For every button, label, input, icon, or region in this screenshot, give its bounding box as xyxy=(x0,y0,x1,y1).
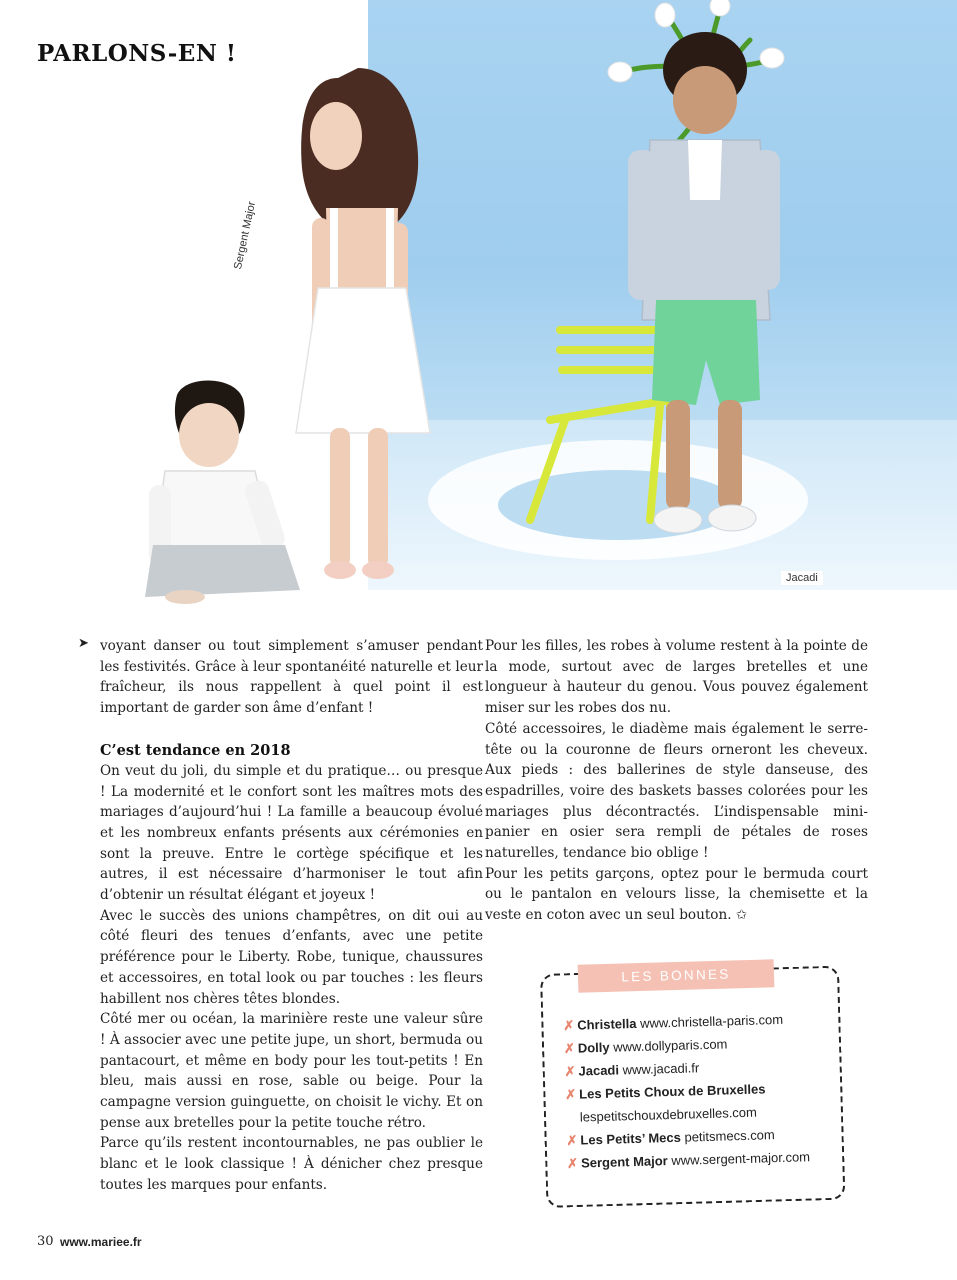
paragraph: Côté mer ou océan, la marinière reste une valeur sûre ! À associer avec une petite jupe, un short, bermuda ou pantacourt, et même en body pour les tout-petits ! En bleu, mais aussi en rose, sable ou beige. Pour la campagne version guinguette, on choisit le vichy. Et on pense aux bretelles pour la petite touche rétro. xyxy=(100,1011,483,1131)
address-item: ✗ Christella www.christella-paris.com xyxy=(563,1011,784,1033)
paragraph: On veut du joli, du simple et du pratique… ou presque ! La modernité et le confort sont les maîtres mots des mariages d’aujourd’hui ! La famille a beaucoup évolué et les nombreux enfants présents aux cérémonies en sont la preuve. Entre le cortège spécifique et les autres, il est nécessaire d’harmoniser le tout afin d’obtenir un résultat élégant et joyeux ! xyxy=(100,762,483,904)
address-item: ✗ Les Petits Choux de Bruxelles xyxy=(565,1081,766,1102)
addresses-title: LES BONNES ADRESSES xyxy=(578,959,775,992)
baby-boy-photo xyxy=(125,375,305,605)
address-url[interactable]: www.sergent-major.com xyxy=(671,1149,811,1169)
cross-mark-icon: ✗ xyxy=(565,1086,577,1102)
photo-credit-jacadi: Jacadi xyxy=(781,571,823,585)
cross-mark-icon: ✗ xyxy=(566,1155,579,1171)
cross-mark-icon: ✗ xyxy=(564,1063,576,1079)
intro-paragraph: voyant danser ou tout simplement s’amuser pendant les festivités. Grâce à leur spontanéité naturelle et leur fraîcheur, ils nous rappellent à quel point il est important de garder son âme d’enfant ! xyxy=(100,638,483,717)
photo-credit-sergent-major: Sergent Major xyxy=(232,200,259,271)
address-item: ✗ Jacadi www.jacadi.fr xyxy=(564,1060,700,1079)
page-title: PARLONS-EN ! xyxy=(37,40,237,67)
paragraph: Pour les filles, les robes à volume restent à la pointe de la mode, surtout avec de larges bretelles et une longueur à hauteur du genou. Vous pouvez également miser sur les robes dos nu. xyxy=(485,638,868,717)
address-url[interactable]: www.jacadi.fr xyxy=(622,1060,700,1078)
cross-mark-icon: ✗ xyxy=(566,1132,578,1148)
footer-site-link[interactable]: www.mariee.fr xyxy=(60,1235,142,1249)
article-right-column xyxy=(485,636,868,926)
addresses-list xyxy=(563,1006,837,1174)
paragraph: Pour les petits garçons, optez pour le bermuda court ou le pantalon en velours lisse, la chemisette et la veste en coton avec un seul bouton. ✩ xyxy=(485,865,868,924)
address-url[interactable]: www.dollyparis.com xyxy=(613,1036,728,1055)
address-url[interactable]: www.christella-paris.com xyxy=(639,1011,784,1031)
page-number: 30 xyxy=(37,1234,54,1249)
address-url[interactable]: lespetitschouxdebruxelles.com xyxy=(579,1104,758,1125)
paragraph: Côté accessoires, le diadème mais également le serre-tête ou la couronne de fleurs orneront les cheveux. Aux pieds : des ballerines de style danseuse, des espadrilles, voire des baskets basses colorées pour les mariages plus décontractés. L’indispensable mini-panier en osier sera rempli de pétales de roses naturelles, tendance bio oblige ! xyxy=(485,720,868,862)
address-item: ✗ Les Petits’ Mecs petitsmecs.com xyxy=(566,1127,775,1148)
cross-mark-icon: ✗ xyxy=(563,1040,576,1056)
boy-jacadi-photo xyxy=(520,0,820,560)
paragraph: Avec le succès des unions champêtres, on dit oui au côté fleuri des tenues d’enfants, avec une petite préférence pour le Liberty. Robe, tunique, chaussures et accessoires, en total look ou par touches : les fleurs habillent nos chères têtes blondes. xyxy=(100,907,483,1007)
paragraph: Parce qu’ils restent incontournables, ne pas oublier le blanc et le look classique ! À dénicher chez presque toutes les marques pour enfants. xyxy=(100,1135,483,1193)
address-item: ✗ Dolly www.dollyparis.com xyxy=(563,1036,728,1056)
cross-mark-icon: ✗ xyxy=(563,1017,575,1033)
address-item: ✗ Sergent Major www.sergent-major.com xyxy=(566,1149,811,1171)
address-url[interactable]: petitsmecs.com xyxy=(684,1127,775,1145)
continuation-arrow-icon: ➤ xyxy=(78,636,89,651)
section-heading-tendance: C’est tendance en 2018 xyxy=(100,741,291,759)
article-left-column xyxy=(100,636,483,1196)
